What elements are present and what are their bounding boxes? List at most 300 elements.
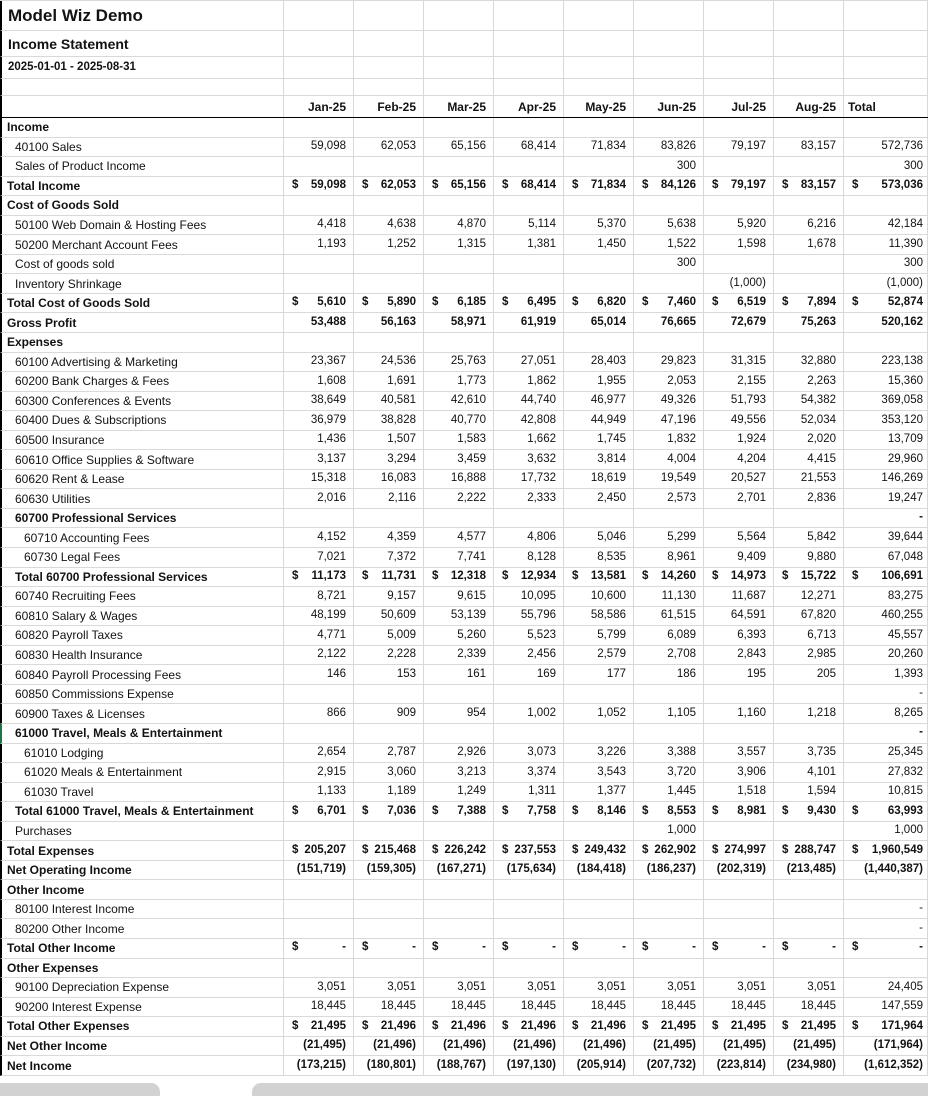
value-cell[interactable]: 300 [634, 255, 704, 274]
value-cell[interactable]: 161 [424, 665, 494, 684]
value-cell[interactable] [354, 802, 424, 821]
row-label[interactable]: Other Income [2, 880, 284, 899]
value-cell[interactable]: 3,720 [634, 763, 704, 782]
value-cell[interactable] [564, 568, 634, 587]
value-cell[interactable] [774, 919, 844, 938]
value-cell[interactable] [284, 724, 354, 743]
value-cell[interactable]: 3,459 [424, 450, 494, 469]
row-label[interactable]: 50100 Web Domain & Hosting Fees [2, 216, 284, 235]
value-cell[interactable] [424, 568, 494, 587]
value-cell[interactable]: 3,073 [494, 744, 564, 763]
value-cell[interactable] [354, 841, 424, 860]
value-cell[interactable]: 9,880 [774, 548, 844, 567]
value-cell[interactable]: 2,122 [284, 646, 354, 665]
value-cell[interactable]: 8,961 [634, 548, 704, 567]
value-cell[interactable] [424, 939, 494, 958]
value-cell[interactable]: 177 [564, 665, 634, 684]
row-label[interactable]: 60300 Conferences & Events [2, 392, 284, 411]
empty-cell[interactable] [564, 79, 634, 95]
row-label[interactable]: 80200 Other Income [2, 919, 284, 938]
value-cell[interactable] [424, 959, 494, 978]
column-header-aug[interactable]: Aug-25 [774, 96, 844, 117]
value-cell[interactable] [284, 685, 354, 704]
empty-cell[interactable] [774, 31, 844, 56]
value-cell[interactable]: 40,770 [424, 411, 494, 430]
value-cell[interactable]: 2,701 [704, 489, 774, 508]
value-cell[interactable]: 186 [634, 665, 704, 684]
value-cell[interactable]: 24,405 [844, 978, 928, 997]
value-cell[interactable]: 5,260 [424, 626, 494, 645]
value-cell[interactable]: 2,116 [354, 489, 424, 508]
value-cell[interactable] [774, 880, 844, 899]
value-cell[interactable]: 59,098 [284, 138, 354, 157]
value-cell[interactable]: 3,226 [564, 744, 634, 763]
value-cell[interactable]: 2,339 [424, 646, 494, 665]
value-cell[interactable] [354, 568, 424, 587]
empty-cell[interactable] [424, 1, 494, 30]
value-cell[interactable] [284, 509, 354, 528]
value-cell[interactable]: 4,771 [284, 626, 354, 645]
value-cell[interactable]: 223,138 [844, 353, 928, 372]
value-cell[interactable]: 45,557 [844, 626, 928, 645]
value-cell[interactable]: 1,924 [704, 431, 774, 450]
value-cell[interactable]: 2,456 [494, 646, 564, 665]
value-cell[interactable] [424, 274, 494, 293]
row-label[interactable]: 60100 Advertising & Marketing [2, 353, 284, 372]
value-cell[interactable] [774, 196, 844, 215]
value-cell[interactable] [634, 294, 704, 313]
row-label[interactable]: 60630 Utilities [2, 489, 284, 508]
value-cell[interactable]: (171,964) [844, 1037, 928, 1056]
value-cell[interactable] [494, 333, 564, 352]
value-cell[interactable]: 62,053 [354, 138, 424, 157]
value-cell[interactable] [494, 118, 564, 137]
value-cell[interactable] [704, 880, 774, 899]
value-cell[interactable]: 16,888 [424, 470, 494, 489]
value-cell[interactable]: - [844, 509, 928, 528]
row-label[interactable]: 80100 Interest Income [2, 900, 284, 919]
value-cell[interactable]: 15,360 [844, 372, 928, 391]
value-cell[interactable]: (21,496) [564, 1037, 634, 1056]
empty-cell[interactable] [844, 31, 928, 56]
value-cell[interactable] [564, 274, 634, 293]
value-cell[interactable]: (202,319) [704, 861, 774, 880]
value-cell[interactable] [774, 157, 844, 176]
value-cell[interactable]: 68,414 [494, 138, 564, 157]
value-cell[interactable]: 1,691 [354, 372, 424, 391]
empty-cell[interactable] [284, 79, 354, 95]
row-label[interactable]: 61000 Travel, Meals & Entertainment [2, 724, 284, 743]
value-cell[interactable]: 2,450 [564, 489, 634, 508]
value-cell[interactable]: 28,403 [564, 353, 634, 372]
value-cell[interactable] [634, 685, 704, 704]
value-cell[interactable] [704, 177, 774, 196]
value-cell[interactable]: 3,814 [564, 450, 634, 469]
value-cell[interactable] [494, 919, 564, 938]
value-cell[interactable]: 8,721 [284, 587, 354, 606]
value-cell[interactable]: 18,445 [354, 998, 424, 1017]
value-cell[interactable]: 83,157 [774, 138, 844, 157]
value-cell[interactable] [774, 724, 844, 743]
value-cell[interactable]: 2,053 [634, 372, 704, 391]
empty-cell[interactable] [774, 57, 844, 78]
value-cell[interactable] [634, 274, 704, 293]
value-cell[interactable] [354, 724, 424, 743]
value-cell[interactable]: 3,051 [704, 978, 774, 997]
value-cell[interactable]: 5,799 [564, 626, 634, 645]
value-cell[interactable]: (173,215) [284, 1056, 354, 1075]
value-cell[interactable] [494, 822, 564, 841]
value-cell[interactable] [564, 509, 634, 528]
value-cell[interactable] [634, 1017, 704, 1036]
row-label[interactable]: Total Expenses [2, 841, 284, 860]
value-cell[interactable]: 300 [634, 157, 704, 176]
value-cell[interactable] [494, 196, 564, 215]
value-cell[interactable]: (21,496) [424, 1037, 494, 1056]
value-cell[interactable]: 3,374 [494, 763, 564, 782]
value-cell[interactable]: 65,014 [564, 313, 634, 332]
column-header-apr[interactable]: Apr-25 [494, 96, 564, 117]
value-cell[interactable]: 8,128 [494, 548, 564, 567]
column-header-mar[interactable]: Mar-25 [424, 96, 494, 117]
value-cell[interactable]: 460,255 [844, 607, 928, 626]
value-cell[interactable] [354, 685, 424, 704]
value-cell[interactable] [704, 724, 774, 743]
value-cell[interactable]: 25,763 [424, 353, 494, 372]
value-cell[interactable] [494, 157, 564, 176]
value-cell[interactable]: 3,137 [284, 450, 354, 469]
column-header-jun[interactable]: Jun-25 [634, 96, 704, 117]
value-cell[interactable]: (186,237) [634, 861, 704, 880]
value-cell[interactable]: (21,495) [284, 1037, 354, 1056]
empty-corner-cell[interactable] [2, 96, 284, 117]
value-cell[interactable]: (21,495) [704, 1037, 774, 1056]
value-cell[interactable]: 3,051 [564, 978, 634, 997]
value-cell[interactable] [634, 900, 704, 919]
value-cell[interactable] [494, 1017, 564, 1036]
value-cell[interactable] [634, 333, 704, 352]
empty-cell[interactable] [494, 1, 564, 30]
row-label[interactable]: Expenses [2, 333, 284, 352]
empty-cell[interactable] [704, 57, 774, 78]
value-cell[interactable] [704, 685, 774, 704]
value-cell[interactable]: 39,644 [844, 528, 928, 547]
value-cell[interactable]: 1,002 [494, 704, 564, 723]
empty-cell[interactable] [774, 79, 844, 95]
empty-cell[interactable] [634, 57, 704, 78]
row-label[interactable]: 60740 Recruiting Fees [2, 587, 284, 606]
value-cell[interactable]: (167,271) [424, 861, 494, 880]
row-label[interactable]: 60850 Commissions Expense [2, 685, 284, 704]
value-cell[interactable]: 2,787 [354, 744, 424, 763]
value-cell[interactable] [634, 196, 704, 215]
value-cell[interactable]: 4,806 [494, 528, 564, 547]
value-cell[interactable]: 71,834 [564, 138, 634, 157]
value-cell[interactable] [634, 959, 704, 978]
value-cell[interactable]: 4,204 [704, 450, 774, 469]
value-cell[interactable]: 1,773 [424, 372, 494, 391]
value-cell[interactable] [564, 880, 634, 899]
value-cell[interactable]: 2,020 [774, 431, 844, 450]
value-cell[interactable]: (213,485) [774, 861, 844, 880]
value-cell[interactable] [424, 294, 494, 313]
value-cell[interactable]: 5,114 [494, 216, 564, 235]
empty-cell[interactable] [494, 57, 564, 78]
value-cell[interactable]: 19,247 [844, 489, 928, 508]
value-cell[interactable] [704, 841, 774, 860]
value-cell[interactable] [354, 822, 424, 841]
value-cell[interactable]: 75,263 [774, 313, 844, 332]
value-cell[interactable]: (159,305) [354, 861, 424, 880]
value-cell[interactable]: 11,390 [844, 235, 928, 254]
value-cell[interactable]: 10,815 [844, 783, 928, 802]
value-cell[interactable]: 25,345 [844, 744, 928, 763]
column-header-total[interactable]: Total [844, 96, 928, 117]
value-cell[interactable] [844, 118, 928, 137]
row-label[interactable]: Net Other Income [2, 1037, 284, 1056]
value-cell[interactable]: 4,638 [354, 216, 424, 235]
value-cell[interactable] [634, 802, 704, 821]
value-cell[interactable]: 3,543 [564, 763, 634, 782]
value-cell[interactable]: 4,577 [424, 528, 494, 547]
value-cell[interactable] [284, 959, 354, 978]
row-label[interactable]: Net Operating Income [2, 861, 284, 880]
value-cell[interactable]: 4,101 [774, 763, 844, 782]
value-cell[interactable]: 4,152 [284, 528, 354, 547]
value-cell[interactable]: 12,271 [774, 587, 844, 606]
value-cell[interactable] [494, 568, 564, 587]
value-cell[interactable]: 64,591 [704, 607, 774, 626]
value-cell[interactable]: 1,393 [844, 665, 928, 684]
value-cell[interactable] [634, 880, 704, 899]
value-cell[interactable] [284, 900, 354, 919]
value-cell[interactable]: 4,359 [354, 528, 424, 547]
value-cell[interactable]: 3,213 [424, 763, 494, 782]
value-cell[interactable] [284, 118, 354, 137]
value-cell[interactable]: - [844, 919, 928, 938]
empty-cell[interactable] [494, 79, 564, 95]
value-cell[interactable] [424, 196, 494, 215]
value-cell[interactable]: 147,559 [844, 998, 928, 1017]
value-cell[interactable]: 1,252 [354, 235, 424, 254]
value-cell[interactable] [424, 900, 494, 919]
value-cell[interactable]: 18,445 [284, 998, 354, 1017]
row-label[interactable]: Total 61000 Travel, Meals & Entertainment [2, 802, 284, 821]
value-cell[interactable]: 2,985 [774, 646, 844, 665]
value-cell[interactable] [564, 802, 634, 821]
row-label[interactable]: 60900 Taxes & Licenses [2, 704, 284, 723]
empty-cell[interactable] [284, 1, 354, 30]
value-cell[interactable]: 53,139 [424, 607, 494, 626]
value-cell[interactable] [774, 509, 844, 528]
value-cell[interactable]: 18,445 [634, 998, 704, 1017]
row-label[interactable]: 90200 Interest Expense [2, 998, 284, 1017]
value-cell[interactable] [564, 333, 634, 352]
value-cell[interactable] [494, 802, 564, 821]
row-label[interactable]: 60400 Dues & Subscriptions [2, 411, 284, 430]
value-cell[interactable] [774, 177, 844, 196]
empty-cell[interactable] [424, 79, 494, 95]
value-cell[interactable] [564, 255, 634, 274]
value-cell[interactable]: 954 [424, 704, 494, 723]
value-cell[interactable]: 1,662 [494, 431, 564, 450]
value-cell[interactable]: - [844, 900, 928, 919]
value-cell[interactable] [284, 919, 354, 938]
value-cell[interactable] [284, 255, 354, 274]
value-cell[interactable]: (197,130) [494, 1056, 564, 1075]
value-cell[interactable]: 67,048 [844, 548, 928, 567]
value-cell[interactable]: (175,634) [494, 861, 564, 880]
value-cell[interactable]: 18,445 [704, 998, 774, 1017]
value-cell[interactable] [774, 294, 844, 313]
value-cell[interactable]: 1,249 [424, 783, 494, 802]
value-cell[interactable] [354, 157, 424, 176]
empty-cell[interactable] [564, 31, 634, 56]
row-label[interactable]: Total 60700 Professional Services [2, 568, 284, 587]
value-cell[interactable]: 40,581 [354, 392, 424, 411]
row-label[interactable]: Net Income [2, 1056, 284, 1075]
row-label[interactable]: 60830 Health Insurance [2, 646, 284, 665]
value-cell[interactable] [424, 685, 494, 704]
value-cell[interactable]: - [844, 724, 928, 743]
value-cell[interactable]: 44,949 [564, 411, 634, 430]
value-cell[interactable]: 1,436 [284, 431, 354, 450]
value-cell[interactable]: (21,495) [634, 1037, 704, 1056]
row-label[interactable]: 61020 Meals & Entertainment [2, 763, 284, 782]
value-cell[interactable] [494, 900, 564, 919]
value-cell[interactable]: 56,163 [354, 313, 424, 332]
value-cell[interactable] [284, 822, 354, 841]
value-cell[interactable]: 5,842 [774, 528, 844, 547]
value-cell[interactable]: 300 [844, 255, 928, 274]
value-cell[interactable]: 5,564 [704, 528, 774, 547]
empty-cell[interactable] [354, 31, 424, 56]
empty-cell[interactable] [424, 31, 494, 56]
empty-cell[interactable] [284, 31, 354, 56]
value-cell[interactable] [424, 177, 494, 196]
value-cell[interactable]: 169 [494, 665, 564, 684]
value-cell[interactable]: 195 [704, 665, 774, 684]
value-cell[interactable]: 32,880 [774, 353, 844, 372]
value-cell[interactable]: (21,495) [774, 1037, 844, 1056]
value-cell[interactable]: 55,796 [494, 607, 564, 626]
value-cell[interactable] [634, 841, 704, 860]
value-cell[interactable]: 6,216 [774, 216, 844, 235]
value-cell[interactable] [704, 509, 774, 528]
value-cell[interactable] [704, 939, 774, 958]
value-cell[interactable]: 1,594 [774, 783, 844, 802]
empty-cell[interactable] [844, 57, 928, 78]
value-cell[interactable] [424, 880, 494, 899]
value-cell[interactable]: 1,381 [494, 235, 564, 254]
value-cell[interactable]: 7,372 [354, 548, 424, 567]
value-cell[interactable]: 38,828 [354, 411, 424, 430]
value-cell[interactable]: 1,000 [844, 822, 928, 841]
value-cell[interactable]: 11,687 [704, 587, 774, 606]
row-label[interactable]: Total Other Expenses [2, 1017, 284, 1036]
value-cell[interactable]: 83,826 [634, 138, 704, 157]
value-cell[interactable] [354, 196, 424, 215]
value-cell[interactable] [494, 880, 564, 899]
value-cell[interactable]: 5,009 [354, 626, 424, 645]
value-cell[interactable]: 42,610 [424, 392, 494, 411]
value-cell[interactable] [634, 509, 704, 528]
value-cell[interactable] [844, 841, 928, 860]
value-cell[interactable] [354, 294, 424, 313]
value-cell[interactable] [774, 568, 844, 587]
value-cell[interactable]: (188,767) [424, 1056, 494, 1075]
value-cell[interactable]: 46,977 [564, 392, 634, 411]
value-cell[interactable] [424, 919, 494, 938]
value-cell[interactable]: 1,518 [704, 783, 774, 802]
row-label[interactable]: 60610 Office Supplies & Software [2, 450, 284, 469]
value-cell[interactable] [284, 294, 354, 313]
value-cell[interactable]: 6,713 [774, 626, 844, 645]
empty-cell[interactable] [704, 1, 774, 30]
value-cell[interactable]: 2,155 [704, 372, 774, 391]
value-cell[interactable] [354, 333, 424, 352]
value-cell[interactable]: 2,579 [564, 646, 634, 665]
value-cell[interactable]: (1,440,387) [844, 861, 928, 880]
value-cell[interactable] [704, 802, 774, 821]
value-cell[interactable]: 49,556 [704, 411, 774, 430]
row-label[interactable]: 90100 Depreciation Expense [2, 978, 284, 997]
value-cell[interactable]: 1,862 [494, 372, 564, 391]
value-cell[interactable]: 83,275 [844, 587, 928, 606]
value-cell[interactable]: (223,814) [704, 1056, 774, 1075]
row-label[interactable]: Cost of Goods Sold [2, 196, 284, 215]
value-cell[interactable]: 65,156 [424, 138, 494, 157]
value-cell[interactable] [354, 274, 424, 293]
value-cell[interactable]: 2,708 [634, 646, 704, 665]
value-cell[interactable] [564, 177, 634, 196]
row-label[interactable]: Cost of goods sold [2, 255, 284, 274]
value-cell[interactable]: 44,740 [494, 392, 564, 411]
value-cell[interactable]: 47,196 [634, 411, 704, 430]
value-cell[interactable] [564, 919, 634, 938]
value-cell[interactable] [774, 959, 844, 978]
value-cell[interactable] [704, 294, 774, 313]
value-cell[interactable] [774, 333, 844, 352]
value-cell[interactable]: 17,732 [494, 470, 564, 489]
value-cell[interactable] [284, 333, 354, 352]
value-cell[interactable] [354, 1017, 424, 1036]
value-cell[interactable]: 9,157 [354, 587, 424, 606]
value-cell[interactable]: 1,522 [634, 235, 704, 254]
value-cell[interactable] [564, 841, 634, 860]
value-cell[interactable]: (207,732) [634, 1056, 704, 1075]
value-cell[interactable]: 2,016 [284, 489, 354, 508]
value-cell[interactable] [564, 724, 634, 743]
value-cell[interactable]: 5,370 [564, 216, 634, 235]
value-cell[interactable] [354, 177, 424, 196]
value-cell[interactable]: 9,615 [424, 587, 494, 606]
value-cell[interactable]: 5,299 [634, 528, 704, 547]
value-cell[interactable]: 15,318 [284, 470, 354, 489]
value-cell[interactable]: 6,393 [704, 626, 774, 645]
value-cell[interactable]: 2,843 [704, 646, 774, 665]
value-cell[interactable] [704, 919, 774, 938]
value-cell[interactable]: 300 [844, 157, 928, 176]
value-cell[interactable] [284, 1017, 354, 1036]
value-cell[interactable]: 146 [284, 665, 354, 684]
value-cell[interactable] [494, 177, 564, 196]
value-cell[interactable]: 1,160 [704, 704, 774, 723]
value-cell[interactable]: 51,793 [704, 392, 774, 411]
value-cell[interactable]: 38,649 [284, 392, 354, 411]
value-cell[interactable]: 3,294 [354, 450, 424, 469]
value-cell[interactable]: 520,162 [844, 313, 928, 332]
